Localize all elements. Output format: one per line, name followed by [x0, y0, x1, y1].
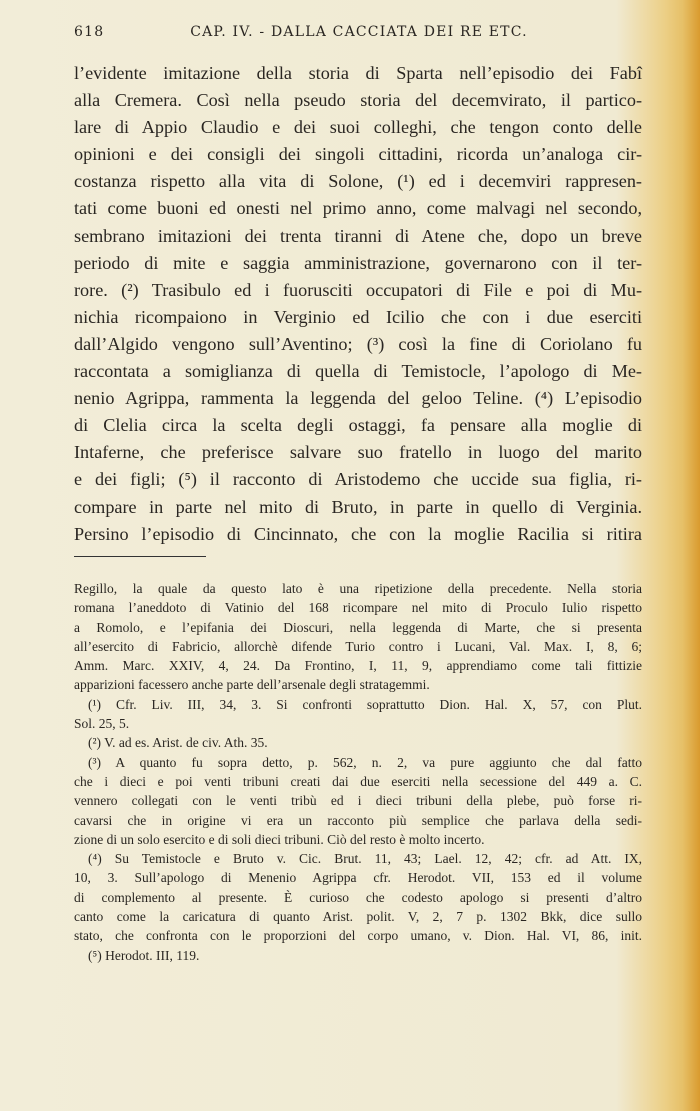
footnote-line: a Romolo, e l’epifania dei Dioscuri, nella leggenda di Marte, che si presenta [74, 619, 642, 635]
body-line: di Clelia circa la scelta degli ostaggi, fa pensare alla moglie di [74, 415, 642, 436]
page-edge-discoloration [682, 0, 700, 1111]
body-line: nenio Agrippa, rammenta la leggenda del geloo Teline. (⁴) L’episodio [74, 388, 642, 409]
footnote-line: zione di un solo esercito e di soli dieci tribuni. Ciò del resto è molto incerto. [74, 831, 485, 847]
footnote-line: all’esercito di Fabricio, allorchè difende Turio contro i Lucani, Val. Max. I, 8, 6; [74, 638, 642, 654]
footnote-line: Amm. Marc. XXIV, 4, 24. Da Frontino, I, 11, 9, apprendiamo come tali fittizie [74, 658, 642, 674]
footnote-line: (⁴) Su Temistocle e Bruto v. Cic. Brut. 11, 43; Lael. 12, 42; cfr. ad Att. IX, [88, 851, 642, 867]
footnote-line: canto come la caricatura di quanto Arist. polit. V, 2, 7 p. 1302 Bkk, dice sullo [74, 909, 642, 925]
footnote-line: Regillo, la quale da questo lato è una ripetizione della precedente. Nella storia [74, 581, 642, 596]
body-line: raccontata a somiglianza di quella di Temistocle, l’apologo di Me- [74, 361, 642, 382]
running-header [74, 24, 644, 46]
body-line: Persino l’episodio di Cincinnato, che con la moglie Racilia si ritira [74, 523, 642, 544]
body-line: costanza rispetto alla vita di Solone, (¹) ed i decemviri rappresen- [74, 171, 642, 192]
body-line: opinioni e dei consigli dei singoli cittadini, ricorda un’analoga cir- [74, 144, 642, 165]
body-line: dall’Algido vengono sull’Aventino; (³) così la fine di Coriolano fu [74, 333, 642, 354]
footnote-line: Sol. 25, 5. [74, 716, 130, 732]
footnote-line: (²) V. ad es. Arist. de civ. Ath. 35. [88, 735, 268, 751]
footnote-line: vennero collegati con le venti tribù ed i dieci tribuni della plebe, può forse ri- [74, 793, 642, 809]
body-line: compare in parte nel mito di Bruto, in parte in quello di Verginia. [74, 496, 642, 517]
page-number: 618 [74, 24, 105, 40]
body-line: lare di Appio Claudio e dei suoi colleghi, che tengon conto delle [74, 117, 642, 138]
body-line: Intaferne, che preferisce salvare suo fratello in luogo del marito [74, 442, 642, 463]
footnotes [74, 579, 642, 965]
footnote-line: romana l’aneddoto di Vatinio del 168 ricompare nel mito di Proculo Iulio rispetto [74, 600, 642, 616]
footnote-separator [74, 556, 206, 557]
body-line: e dei figli; (⁵) il racconto di Aristodemo che uccide sua figlia, ri- [74, 469, 642, 490]
footnote-line: di complemento al presente. È curioso che codesto apologo si presenti d’altro [74, 889, 642, 905]
footnote-line: che i dieci e poi venti tribuni creati dai due eserciti nella secessione del 449 a. C. [74, 773, 642, 789]
body-line: nichia ricompaiono in Verginio ed Icilio che con i due eserciti [74, 306, 642, 327]
footnote-line: apparizioni facessero anche parte dell’arsenale degli stratagemmi. [74, 677, 430, 693]
body-line: l’evidente imitazione della storia di Sparta nell’episodio dei Fabî [74, 63, 642, 83]
footnote-line: 10, 3. Sull’apologo di Menenio Agrippa cfr. Herodot. VII, 153 ed il volume [74, 870, 642, 886]
main-text [74, 60, 642, 548]
footnote-line: cavarsi che in origine vi era un racconto più semplice che parlava della sedi- [74, 812, 642, 828]
footnote-line: (⁵) Herodot. III, 119. [88, 947, 200, 963]
body-line: periodo di mite e saggia amministrazione, governarono con il ter- [74, 252, 642, 273]
body-line: tati come buoni ed onesti nel primo anno, come malvagi nel secondo, [74, 198, 642, 219]
body-line: alla Cremera. Così nella pseudo storia del decemvirato, il partico- [74, 90, 642, 111]
running-title: CAP. IV. - DALLA CACCIATA DEI RE ETC. [190, 24, 528, 40]
footnote-line: stato, che confronta con le proporzioni del corpo umano, v. Dion. Hal. VI, 86, init. [74, 928, 642, 944]
body-line: sembrano imitazioni dei trenta tiranni di Atene che, dopo un breve [74, 225, 642, 246]
footnote-line: (³) A quanto fu sopra detto, p. 562, n. 2, va pure aggiunto che dal fatto [88, 754, 642, 770]
footnote-line: (¹) Cfr. Liv. III, 34, 3. Si confronti soprattutto Dion. Hal. X, 57, con Plut. [88, 696, 642, 712]
body-line: rore. (²) Trasibulo ed i fuorusciti occupatori di File e poi di Mu- [74, 279, 642, 300]
